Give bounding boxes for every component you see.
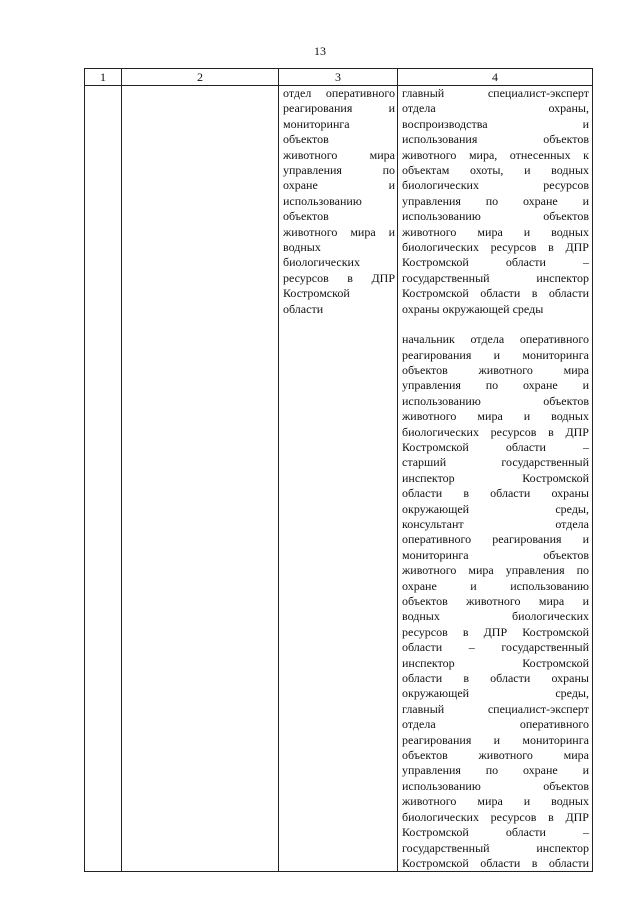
text-line: объектов	[283, 132, 329, 147]
document-table	[84, 68, 593, 872]
text-line: главный специалист-эксперт	[402, 86, 589, 100]
positions-block-1	[402, 86, 589, 317]
positions-cell	[398, 86, 593, 872]
text-line: объектов животного мира	[402, 362, 589, 377]
block-spacer	[402, 317, 589, 332]
header-cell-1: 1	[85, 69, 122, 86]
department-cell	[279, 86, 398, 872]
text-line: области в области охраны	[402, 671, 589, 686]
text-line: инспектор Костромской	[402, 655, 589, 670]
text-line: животного мира и водных	[402, 224, 589, 239]
text-line: использования объектов	[402, 132, 589, 147]
text-line: реагирования и мониторинга	[402, 732, 589, 747]
text-line: охраны окружающей среды	[402, 301, 544, 316]
text-line: Костромской области в области	[402, 855, 589, 870]
text-line: животного мира управления по	[402, 563, 589, 578]
text-line: реагирования и	[283, 101, 395, 116]
text-line: использованию объектов	[402, 778, 589, 793]
empty-cell-col2	[122, 86, 279, 872]
header-cell-4: 4	[398, 69, 593, 86]
text-line: биологических	[283, 255, 360, 270]
text-line: Костромской области в области	[402, 286, 589, 301]
text-line: управления по охране и	[402, 378, 589, 393]
text-line: реагирования и мониторинга	[402, 347, 589, 362]
text-line: ресурсов в ДПР Костромской	[402, 624, 589, 639]
text-line: отдел оперативного	[283, 86, 395, 100]
text-line: начальник отдела оперативного	[402, 332, 589, 347]
header-cell-3: 3	[279, 69, 398, 86]
text-line: водных	[283, 240, 321, 255]
text-line: оперативного реагирования и	[402, 532, 589, 547]
text-line: государственный инспектор	[402, 840, 589, 855]
text-line: животного мира	[283, 147, 395, 162]
department-text	[283, 86, 395, 317]
table-row	[85, 86, 593, 872]
text-line: использованию объектов	[402, 209, 589, 224]
text-line: старший государственный	[402, 455, 589, 470]
text-line: области в области охраны	[402, 486, 589, 501]
text-line: Костромской области –	[402, 255, 589, 270]
text-line: воспроизводства и	[402, 116, 589, 131]
text-line: животного мира и водных	[402, 409, 589, 424]
page-number: 13	[314, 44, 326, 58]
text-line: использованию	[283, 193, 362, 208]
header-cell-2: 2	[122, 69, 279, 86]
text-line: управления по охране и	[402, 193, 589, 208]
text-line: инспектор Костромской	[402, 470, 589, 485]
text-line: животного мира и	[283, 224, 395, 239]
text-line: Костромской	[283, 286, 350, 301]
text-line: государственный инспектор	[402, 270, 589, 285]
text-line: окружающей среды,	[402, 686, 589, 701]
text-line: управления по охране и	[402, 763, 589, 778]
text-line: мониторинга	[283, 116, 350, 131]
text-line: объектов	[283, 209, 329, 224]
text-line: Костромской области –	[402, 825, 589, 840]
text-line: охране и	[283, 178, 395, 193]
text-line: объектов животного мира	[402, 748, 589, 763]
text-line: мониторинга объектов	[402, 547, 589, 562]
text-line: консультант отдела	[402, 516, 589, 531]
text-line: биологических ресурсов в ДПР	[402, 424, 589, 439]
text-line: водных биологических	[402, 609, 589, 624]
text-line: биологических ресурсов в ДПР	[402, 240, 589, 255]
text-line: объектов животного мира и	[402, 594, 589, 608]
text-line: охране и использованию	[402, 578, 589, 593]
text-line: отдела охраны,	[402, 101, 589, 116]
text-line: управления по	[283, 163, 395, 178]
text-line: биологических ресурсов	[402, 178, 589, 193]
text-line: области	[283, 301, 324, 316]
text-line: животного мира, отнесенных к	[402, 147, 589, 162]
text-line: объектам охоты, и водных	[402, 163, 589, 178]
table-header-row	[85, 69, 593, 86]
text-line: животного мира и водных	[402, 794, 589, 809]
text-line: ресурсов в ДПР	[283, 270, 395, 285]
empty-cell-col1	[85, 86, 122, 872]
text-line: Костромской области –	[402, 439, 589, 454]
text-line: биологических ресурсов в ДПР	[402, 809, 589, 824]
text-line: области – государственный	[402, 640, 589, 655]
positions-block-2	[402, 332, 589, 871]
text-line: использованию объектов	[402, 393, 589, 408]
text-line: главный специалист-эксперт	[402, 701, 589, 716]
text-line: отдела оперативного	[402, 717, 589, 732]
text-line: окружающей среды,	[402, 501, 589, 516]
